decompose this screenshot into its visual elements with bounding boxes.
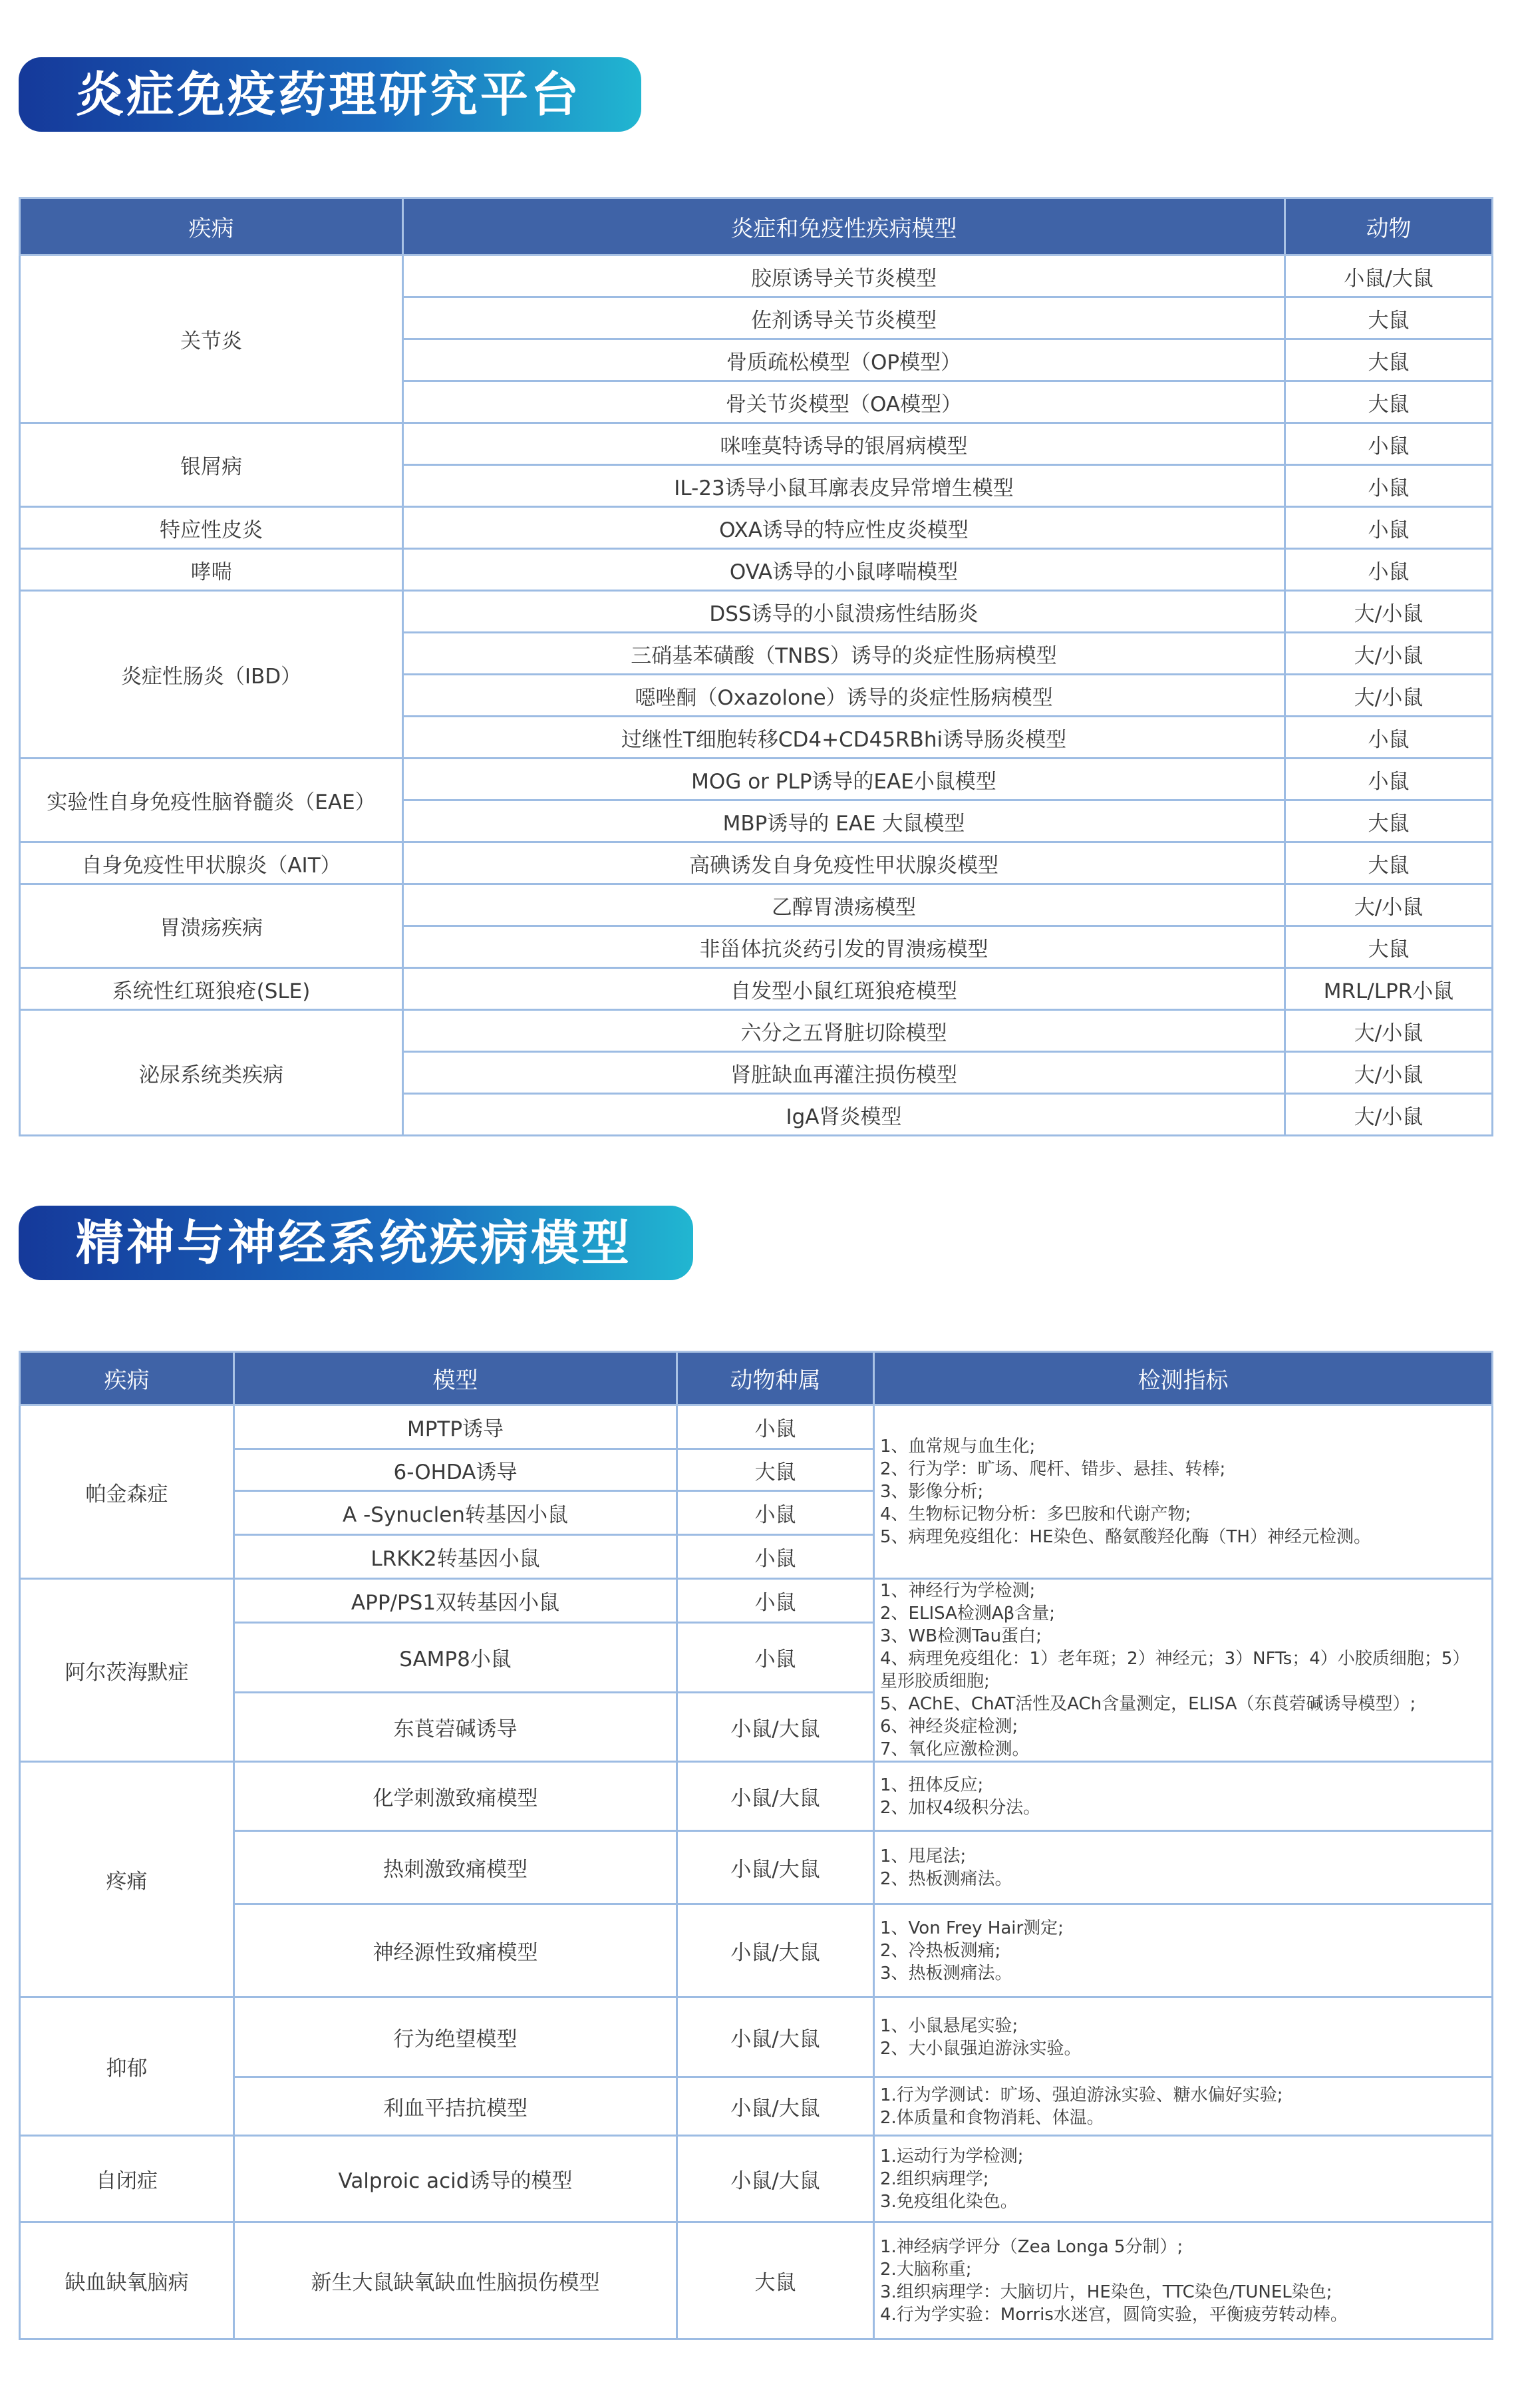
disease-cell: 疼痛 [20,1762,234,1997]
indicators-cell [874,1997,1493,2077]
species-cell: 小鼠/大鼠 [677,2136,874,2222]
model-cell: APP/PS1双转基因小鼠 [234,1579,677,1623]
table-row [20,1904,1493,1997]
indicators-cell [874,1904,1493,1997]
disease-cell: 系统性红斑狼疮(SLE) [20,968,403,1010]
indicator-line: 2.大脑称重; [880,2259,972,2280]
model-cell: 自发型小鼠红斑狼疮模型 [403,968,1285,1010]
model-cell: 6-OHDA诱导 [234,1449,677,1491]
table-row [20,2136,1493,2222]
disease-cell: 炎症性肠炎（IBD） [20,591,403,759]
animal-cell: 小鼠 [1285,717,1493,759]
species-cell: 小鼠/大鼠 [677,1692,874,1761]
model-cell: SAMP8小鼠 [234,1623,677,1692]
indicator-line: 1.运动行为学检测; [880,2146,1024,2166]
model-cell: 行为绝望模型 [234,1997,677,2077]
model-cell: OVA诱导的小鼠哮喘模型 [403,549,1285,591]
model-cell: 东莨菪碱诱导 [234,1692,677,1761]
table-row [20,591,1493,633]
animal-cell: 大/小鼠 [1285,1094,1493,1136]
model-cell: 热刺激致痛模型 [234,1831,677,1904]
header-species: 动物种属 [677,1352,874,1405]
model-cell: A -Synuclen转基因小鼠 [234,1491,677,1535]
animal-cell: 大/小鼠 [1285,675,1493,717]
indicators-cell [874,1579,1493,1762]
table-row [20,1762,1493,1831]
indicator-line: 2、行为学：旷场、爬杆、错步、悬挂、转棒; [880,1459,1226,1479]
indicator-line: 6、神经炎症检测; [880,1717,1018,1737]
indicator-line: 5、AChE、ChAT活性及ACh含量测定，ELISA（东莨菪碱诱导模型）; [880,1694,1416,1714]
disease-cell: 实验性自身免疫性脑脊髓炎（EAE） [20,759,403,842]
model-cell: 骨关节炎模型（OA模型） [403,381,1285,423]
animal-cell: 小鼠 [1285,465,1493,507]
table-row [20,842,1493,884]
model-cell: 六分之五肾脏切除模型 [403,1010,1285,1052]
animal-cell: 大/小鼠 [1285,633,1493,675]
disease-cell: 银屑病 [20,423,403,507]
indicator-line: 1、神经行为学检测; [880,1581,1036,1601]
disease-cell: 泌尿系统类疾病 [20,1010,403,1136]
indicator-line: 1.神经病学评分（Zea Longa 5分制）; [880,2236,1183,2257]
animal-cell: 小鼠/大鼠 [1285,256,1493,297]
model-cell: 胶原诱导关节炎模型 [403,256,1285,297]
table-row [20,759,1493,800]
indicator-line: 2、加权4级积分法。 [880,1797,1041,1818]
indicator-line: 4、生物标记物分析：多巴胺和代谢产物; [880,1504,1191,1524]
animal-cell: 大鼠 [1285,926,1493,968]
neuro-models-table [19,1351,1493,2340]
species-cell: 大鼠 [677,2222,874,2339]
table-header-row [20,1352,1493,1405]
indicator-line: 2、ELISA检测Aβ含量; [880,1604,1056,1624]
model-cell: IgA肾炎模型 [403,1094,1285,1136]
model-cell: 利血平拮抗模型 [234,2077,677,2136]
disease-cell: 抑郁 [20,1997,234,2136]
header-indicators: 检测指标 [874,1352,1493,1405]
inflammation-models-table [19,197,1493,1136]
header-model: 炎症和免疫性疾病模型 [403,198,1285,256]
animal-cell: 大鼠 [1285,842,1493,884]
model-cell: MBP诱导的 EAE 大鼠模型 [403,800,1285,842]
indicators-cell [874,1405,1493,1579]
table-row [20,1831,1493,1904]
species-cell: 小鼠/大鼠 [677,1831,874,1904]
indicator-line: 2、热板测痛法。 [880,1868,1012,1889]
species-cell: 小鼠 [677,1535,874,1579]
animal-cell: 大/小鼠 [1285,1010,1493,1052]
table-row [20,507,1493,549]
model-cell: IL-23诱导小鼠耳廓表皮异常增生模型 [403,465,1285,507]
animal-cell: 小鼠 [1285,549,1493,591]
model-cell: 高碘诱发自身免疫性甲状腺炎模型 [403,842,1285,884]
model-cell: DSS诱导的小鼠溃疡性结肠炎 [403,591,1285,633]
indicators-cell [874,2222,1493,2339]
species-cell: 小鼠/大鼠 [677,1997,874,2077]
model-cell: MPTP诱导 [234,1405,677,1449]
table-row [20,2222,1493,2339]
indicator-line: 2、大小鼠强迫游泳实验。 [880,2038,1082,2059]
species-cell: 小鼠/大鼠 [677,2077,874,2136]
model-cell: 非甾体抗炎药引发的胃溃疡模型 [403,926,1285,968]
model-cell: 噁唑酮（Oxazolone）诱导的炎症性肠病模型 [403,675,1285,717]
indicator-line: 3、影像分析; [880,1482,984,1502]
species-cell: 小鼠 [677,1491,874,1535]
indicators-cell [874,1831,1493,1904]
table-header-row [20,198,1493,256]
indicator-line: 3、热板测痛法。 [880,1963,1012,1983]
animal-cell: 大鼠 [1285,381,1493,423]
model-cell: 化学刺激致痛模型 [234,1762,677,1831]
disease-cell: 哮喘 [20,549,403,591]
model-cell: Valproic acid诱导的模型 [234,2136,677,2222]
species-cell: 小鼠 [677,1579,874,1623]
table-row [20,1010,1493,1052]
header-animal: 动物 [1285,198,1493,256]
model-cell: 佐剂诱导关节炎模型 [403,297,1285,339]
disease-cell: 胃溃疡疾病 [20,884,403,968]
table-row [20,2077,1493,2136]
indicator-line: 1、甩尾法; [880,1846,967,1866]
table-row [20,1579,1493,1623]
indicator-line: 1、小鼠悬尾实验; [880,2015,1018,2036]
animal-cell: MRL/LPR小鼠 [1285,968,1493,1010]
table-body [20,1405,1493,2339]
indicator-line: 4.行为学实验：Morris水迷宫，圆筒实验，平衡疲劳转动棒。 [880,2304,1348,2325]
model-cell: 骨质疏松模型（OP模型） [403,339,1285,381]
disease-cell: 关节炎 [20,256,403,423]
indicator-line: 5、病理免疫组化：HE染色、酪氨酸羟化酶（TH）神经元检测。 [880,1527,1371,1547]
indicator-line: 2、冷热板测痛; [880,1940,1001,1961]
species-cell: 小鼠/大鼠 [677,1762,874,1831]
table-row [20,884,1493,926]
disease-cell: 阿尔茨海默症 [20,1579,234,1762]
indicator-line: 3、WB检测Tau蛋白; [880,1626,1042,1646]
header-model: 模型 [234,1352,677,1405]
indicators-cell [874,2136,1493,2222]
table-row [20,968,1493,1010]
table-row [20,1997,1493,2077]
species-cell: 小鼠 [677,1623,874,1692]
model-cell: 三硝基苯磺酸（TNBS）诱导的炎症性肠病模型 [403,633,1285,675]
animal-cell: 小鼠 [1285,423,1493,465]
table-row [20,256,1493,297]
animal-cell: 大鼠 [1285,297,1493,339]
disease-cell: 特应性皮炎 [20,507,403,549]
animal-cell: 大鼠 [1285,800,1493,842]
table-row [20,549,1493,591]
model-cell: 咪喹莫特诱导的银屑病模型 [403,423,1285,465]
header-disease: 疾病 [20,1352,234,1405]
animal-cell: 大/小鼠 [1285,591,1493,633]
disease-cell: 缺血缺氧脑病 [20,2222,234,2339]
section-title-inflammation: 炎症免疫药理研究平台 [19,57,641,132]
model-cell: 乙醇胃溃疡模型 [403,884,1285,926]
indicator-line: 2.组织病理学; [880,2168,989,2189]
indicator-line: 4、病理免疫组化：1）老年斑；2）神经元；3）NFTs；4）小胶质细胞；5）星形胶质细胞; [880,1649,1470,1691]
animal-cell: 大/小鼠 [1285,1052,1493,1094]
indicator-line: 1、Von Frey Hair测定; [880,1918,1064,1938]
indicator-line: 3.组织病理学：大脑切片，HE染色，TTC染色/TUNEL染色; [880,2282,1332,2302]
disease-cell: 帕金森症 [20,1405,234,1579]
model-cell: 新生大鼠缺氧缺血性脑损伤模型 [234,2222,677,2339]
indicators-cell [874,1762,1493,1831]
table-body [20,256,1493,1136]
indicator-line: 1、血常规与血生化; [880,1437,1036,1457]
model-cell: OXA诱导的特应性皮炎模型 [403,507,1285,549]
animal-cell: 大鼠 [1285,339,1493,381]
species-cell: 大鼠 [677,1449,874,1491]
model-cell: 过继性T细胞转移CD4+CD45RBhi诱导肠炎模型 [403,717,1285,759]
species-cell: 小鼠 [677,1405,874,1449]
animal-cell: 小鼠 [1285,507,1493,549]
table-row [20,1405,1493,1449]
indicator-line: 1.行为学测试：旷场、强迫游泳实验、糖水偏好实验; [880,2085,1283,2105]
disease-cell: 自闭症 [20,2136,234,2222]
model-cell: 神经源性致痛模型 [234,1904,677,1997]
indicators-cell [874,2077,1493,2136]
model-cell: 肾脏缺血再灌注损伤模型 [403,1052,1285,1094]
model-cell: LRKK2转基因小鼠 [234,1535,677,1579]
indicator-line: 1、扭体反应; [880,1775,984,1795]
species-cell: 小鼠/大鼠 [677,1904,874,1997]
animal-cell: 大/小鼠 [1285,884,1493,926]
model-cell: MOG or PLP诱导的EAE小鼠模型 [403,759,1285,800]
indicator-line: 3.免疫组化染色。 [880,2191,1018,2212]
table-row [20,423,1493,465]
indicator-line: 7、氧化应激检测。 [880,1739,1030,1759]
animal-cell: 小鼠 [1285,759,1493,800]
header-disease: 疾病 [20,198,403,256]
section-title-neuro: 精神与神经系统疾病模型 [19,1206,693,1280]
disease-cell: 自身免疫性甲状腺炎（AIT） [20,842,403,884]
indicator-line: 2.体质量和食物消耗、体温。 [880,2107,1104,2128]
